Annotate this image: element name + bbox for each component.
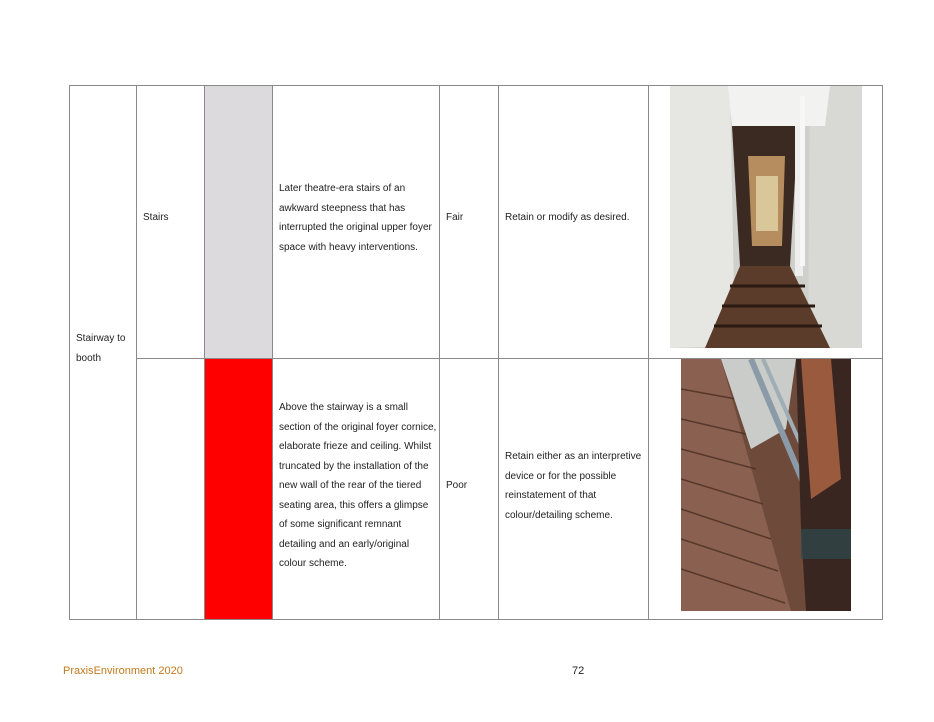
row1-element [137, 86, 204, 358]
row1-condition-text: Fair [446, 212, 464, 223]
row1-recommendation-text: Retain or modify as desired. [505, 212, 630, 223]
heritage-assessment-table [69, 85, 883, 620]
brand-name-part1: Praxis [63, 665, 94, 677]
page-number: 72 [572, 665, 585, 677]
row2-recommendation [499, 359, 648, 619]
brick-wall-photo [681, 359, 851, 611]
row2-condition-text: Poor [446, 480, 468, 491]
row2-description [273, 359, 439, 619]
row1-description-text: Later theatre-era stairs of an awkward steepness that has interrupted the original upper foyer space with heavy interventions. [279, 183, 432, 253]
row1-condition [440, 86, 498, 358]
footer-brand [63, 665, 183, 677]
row1-recommendation [499, 86, 648, 358]
row1-description [273, 86, 439, 358]
location-cell [70, 86, 136, 619]
row1-element-label: Stairs [143, 212, 169, 223]
location-label: Stairway to booth [76, 333, 126, 364]
brand-name-part2: Environment [93, 665, 156, 677]
row2-condition [440, 359, 498, 619]
stairway-photo [670, 86, 862, 348]
row2-element [137, 359, 204, 619]
footer-year: 2020 [158, 665, 183, 677]
row2-recommendation-text: Retain either as an interpretive device or for the possible reinstatement of that colour/detailing scheme. [505, 451, 642, 521]
row1-significance-swatch [205, 86, 272, 358]
row2-significance-swatch [205, 359, 272, 619]
row2-description-text: Above the stairway is a small section of the original foyer cornice, elaborate frieze and ceiling. Whilst truncated by the installation of the new wall of the rear of the tiered seating area, this offers a glimpse of some significant remnant detailing and an early/original colour scheme. [279, 402, 437, 569]
